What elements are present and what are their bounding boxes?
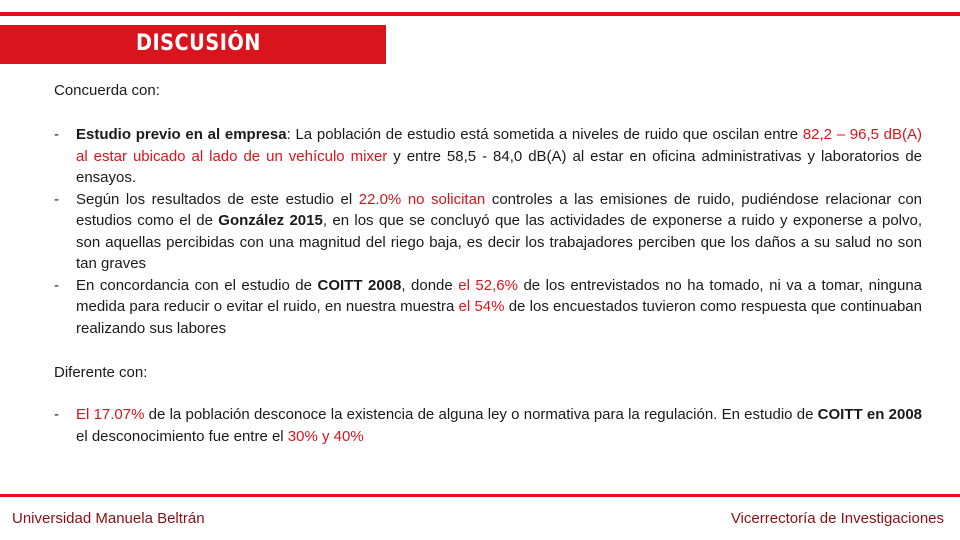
body-text: de los entrevistados no ha tomado, ni va a tomar, ninguna medida para reducir o evitar el ruido, en nuestra muestra bbox=[76, 276, 923, 315]
highlight-text: 82,2 – 96,5 dB(A) al estar ubicado al lado de un vehículo mixer bbox=[76, 126, 923, 165]
footer-department: Vicerrectoría de Investigaciones bbox=[730, 510, 944, 527]
body-text: Según los resultados de este estudio el bbox=[76, 190, 359, 208]
body-text: : La población de estudio está sometida a niveles de ruido que oscilan entre bbox=[286, 126, 803, 143]
highlight-text: el 52,6% bbox=[458, 276, 518, 294]
top-divider bbox=[0, 12, 960, 16]
body-text: de la población desconoce la existencia de alguna ley o normativa para la regulación. En estudio de bbox=[144, 406, 818, 423]
title-banner bbox=[0, 25, 386, 64]
bold-text: COITT en 2008 bbox=[817, 406, 922, 423]
section-label-concuerda: Concuerda con: bbox=[54, 82, 160, 99]
slide-title: DISCUSIÓN bbox=[136, 31, 261, 56]
diferente-list bbox=[54, 404, 922, 447]
body-text: , donde bbox=[401, 276, 459, 294]
highlight-text: 30% y 40% bbox=[287, 427, 364, 445]
bottom-divider bbox=[0, 494, 960, 497]
bullet-dash: - bbox=[54, 406, 59, 423]
bullet-dash: - bbox=[54, 276, 59, 294]
body-text: de los encuestados tuvieron como respuesta que continuaban realizando sus labores bbox=[76, 298, 922, 337]
section-label-diferente: Diferente con: bbox=[54, 364, 148, 381]
footer-university: Universidad Manuela Beltrán bbox=[12, 510, 205, 527]
body-text: y entre 58,5 - 84,0 dB(A) al estar en oficina administrativas y laboratorios de ensayos. bbox=[76, 147, 923, 186]
body-text: el desconocimiento fue entre el bbox=[76, 427, 288, 445]
highlight-text: 22.0% no solicitan bbox=[358, 190, 486, 208]
bold-text: González 2015 bbox=[218, 212, 323, 229]
list-item bbox=[54, 124, 922, 189]
list-item bbox=[54, 275, 922, 340]
highlight-text: el 54% bbox=[458, 298, 505, 315]
list-item bbox=[54, 189, 922, 275]
body-text: controles a las emisiones de ruido, pudiéndose relacionar con estudios como el de bbox=[76, 190, 923, 229]
highlight-text: El 17.07% bbox=[76, 406, 145, 423]
bold-text: COITT 2008 bbox=[317, 276, 402, 294]
concuerda-list bbox=[54, 124, 922, 339]
body-text: En concordancia con el estudio de bbox=[76, 276, 318, 294]
bullet-dash: - bbox=[54, 190, 59, 208]
body-text: , en los que se concluyó que las actividades de exponerse a ruido y exponerse a polvo, son aquellas percibidas con una magnitud del riego baja, es decir los trabajadores perciben que los daños a su salud no son tan graves bbox=[76, 212, 923, 272]
bold-text: Estudio previo en al empresa bbox=[76, 126, 287, 143]
list-item bbox=[54, 404, 922, 447]
bullet-dash: - bbox=[54, 126, 59, 143]
